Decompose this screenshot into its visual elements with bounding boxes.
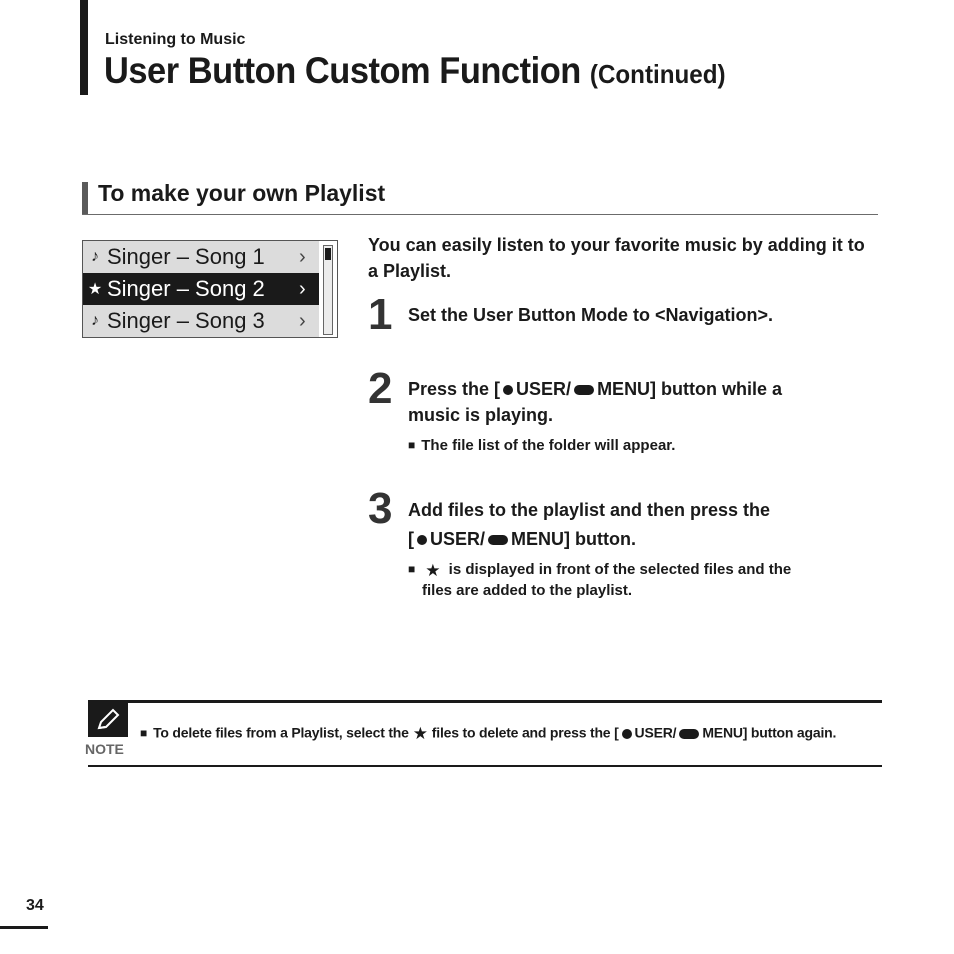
- note-label: NOTE: [85, 741, 124, 757]
- page-number: 34: [26, 897, 44, 914]
- song-label: Singer – Song 2: [107, 276, 265, 301]
- star-icon: ★: [425, 560, 441, 580]
- menu-button-pill-icon: [488, 535, 508, 545]
- music-note-icon: ♪: [91, 312, 99, 329]
- step-number: 2: [368, 364, 393, 413]
- step-text: music is playing.: [408, 405, 554, 425]
- page-title-main: User Button Custom Function: [104, 50, 581, 91]
- device-screen: [82, 240, 338, 338]
- scrollbar-thumb: [325, 248, 331, 260]
- step-text-part: USER/: [516, 379, 572, 399]
- note-divider-bottom: [88, 765, 882, 767]
- menu-button-pill-icon: [574, 385, 594, 395]
- step-number: 3: [368, 484, 393, 533]
- step-text-part: MENU] button.: [511, 529, 636, 549]
- step-number: 1: [368, 290, 393, 339]
- section-accent-bar: [82, 182, 88, 214]
- chevron-right-icon: ›: [299, 277, 306, 300]
- note-text-part: USER/: [634, 724, 677, 741]
- user-button-dot-icon: [503, 385, 513, 395]
- step-note-text: is displayed in front of the selected files and the: [448, 561, 792, 578]
- step-note: [408, 559, 791, 581]
- user-button-dot-icon: [417, 535, 427, 545]
- page-title-suffix: (Continued): [589, 59, 726, 89]
- note-text-part: MENU] button again.: [702, 724, 837, 741]
- step-text-part: Press the [: [408, 379, 501, 399]
- step-text-part: [: [408, 529, 414, 549]
- step-note: [408, 435, 675, 457]
- list-item-selected: [83, 273, 319, 305]
- list-item: [83, 305, 319, 337]
- step-text: Add files to the playlist and then press the: [408, 500, 771, 520]
- bullet-icon: ■: [408, 562, 416, 576]
- title-accent-bar: [80, 0, 88, 95]
- note-text: [140, 724, 836, 744]
- step-note: files are added to the playlist.: [422, 582, 633, 599]
- bullet-icon: ■: [408, 438, 416, 452]
- step-text: Set the User Button Mode to <Navigation>.: [408, 305, 774, 325]
- step-text: [408, 526, 636, 553]
- page-number-rule: [0, 926, 48, 929]
- note-text-part: files to delete and press the [: [431, 724, 619, 741]
- chevron-right-icon: ›: [299, 309, 306, 332]
- scrollbar: [323, 245, 333, 335]
- step-text: [408, 376, 782, 403]
- song-label: Singer – Song 1: [107, 244, 265, 269]
- step-note-text: The file list of the folder will appear.: [421, 437, 676, 454]
- page-title: [104, 50, 726, 92]
- star-icon: ★: [87, 281, 103, 298]
- note-divider-top: [88, 700, 882, 703]
- user-button-dot-icon: [622, 729, 632, 739]
- menu-button-pill-icon: [679, 729, 699, 739]
- bullet-icon: ■: [140, 725, 148, 740]
- pencil-icon: [95, 708, 121, 732]
- section-divider: [82, 214, 878, 215]
- step-text-part: USER/: [430, 529, 486, 549]
- song-label: Singer – Song 3: [107, 308, 265, 333]
- music-note-icon: ♪: [91, 248, 99, 265]
- breadcrumb: Listening to Music: [105, 31, 246, 48]
- intro-text: You can easily listen to your favorite music by adding it to a Playlist.: [368, 235, 865, 281]
- step-text-part: MENU] button while a: [597, 379, 783, 399]
- note-text-part: To delete files from a Playlist, select the: [153, 724, 409, 741]
- chevron-right-icon: ›: [299, 245, 306, 268]
- note-icon-box: [88, 703, 128, 737]
- star-icon: ★: [412, 724, 428, 743]
- section-title: To make your own Playlist: [98, 180, 386, 206]
- list-item: [83, 241, 319, 273]
